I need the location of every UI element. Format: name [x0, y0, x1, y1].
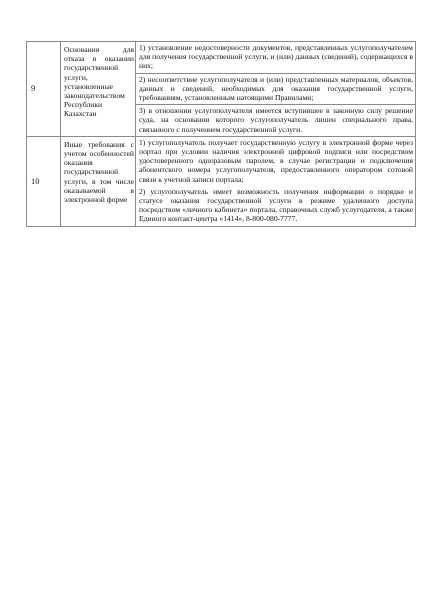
- row-title: Иные требования с учетом особенностей оказания государственной услуги, в том числе оказываемой в электронной форме: [61, 136, 136, 226]
- row-number: 9: [27, 42, 61, 137]
- list-item: 1) услугополучатель получает государственную услугу в электронной форме через портал при условии наличия электронной цифровой подписи или посредством удостоверенного одноразовым паролем, в случае регистрации и подключения абонентского номера услугополучателя, предоставленного оператором сотовой связи к учетной записи портала;: [139, 137, 413, 184]
- row-title: Основания для отказа в оказании государственной услуги, установленные законодательством Республики Казахстан: [61, 42, 136, 137]
- services-table: [26, 41, 416, 227]
- table-row: [27, 42, 416, 137]
- table-row: [27, 136, 416, 226]
- list-item: 2) несоответствие услугополучателя и (или) представленных материалов, объектов, данных и сведений, необходимых для оказания государственной услуги, требованиям, установленным натоящими Правилами;: [136, 73, 415, 105]
- list-item: 3) в отношении услугополучателя имеется вступившее в законную силу решение суда, на основании которого услугополучатель лишен специального права, связанного с получением государственной услуги.: [136, 104, 415, 136]
- row-content: [136, 42, 416, 137]
- row-content: [136, 136, 416, 226]
- list-item: 1) установление недостоверности документов, представленных услугополучателем для получения государственной услуги, и (или) данных (сведений), содержащихся в них;: [139, 43, 413, 71]
- list-item: 2) услугополучатель имеет возможность получения информации о порядке и статусе оказания государственной услуги в режиме удаленного доступа посредством «личного кабинета» портала, справочных служб услугодателя, а также Единого контакт-центра «1414», 8-800-080-7777.: [139, 186, 413, 224]
- row-number: 10: [27, 136, 61, 226]
